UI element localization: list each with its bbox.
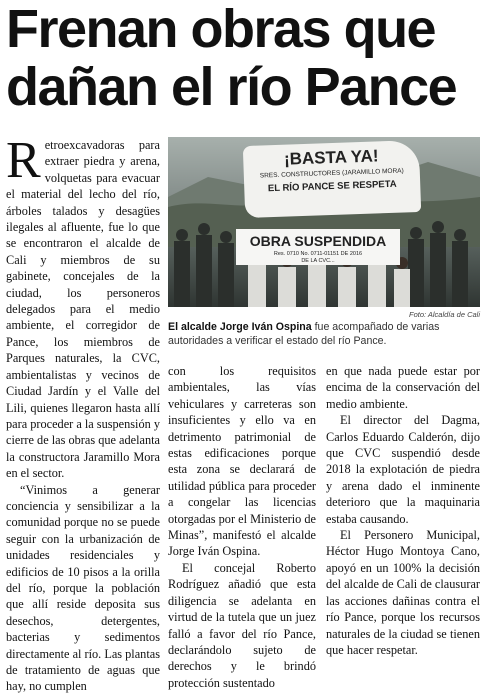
suspension-sign-title: OBRA SUSPENDIDA (249, 233, 387, 249)
article-photo (168, 137, 480, 307)
article-column-1 (6, 132, 160, 695)
suspension-sign-authority: DE LA CVC... (301, 258, 335, 264)
paragraph-continuation: con los requisitos ambientales, las vías vehiculares y carreteras son insuficientes y ello va en detrimento patrimonial de estas edificaciones porque esta zona se declarará de utilidad pública para proceder a congelar las licencias otorgadas por el Ministerio de Minas”, manifestó el alcalde Jorge Iván Ospina. (168, 364, 316, 559)
photo-caption (168, 320, 480, 348)
protest-banner-title: ¡BASTA YA! (283, 146, 379, 169)
suspension-sign (236, 229, 400, 265)
paragraph-dagma: El director del Dagma, Carlos Eduardo Calderón, dijo que CVC suspendió desde 2018 la explotación de piedra y arena dado el inminente deterioro que la maquinaria estaba causando. (326, 413, 480, 526)
paragraph-councilman: El concejal Roberto Rodríguez añadió que esta diligencia se adelanta en virtud de la tutela que un juez falló a favor del río Pance, declarándolo sujeto de derechos y le brindó protección sustentado (168, 560, 316, 690)
headline: Frenan obras que dañan el río Pance (6, 0, 457, 117)
article-column-3 (326, 363, 480, 658)
protest-banner-subtitle: SRES. CONSTRUCTORES (JARAMILLO MORA) (259, 167, 404, 180)
photo-caption-text: fue acompañado de varias autoridades a verificar el estado del río Pance. (168, 321, 440, 347)
paragraph-intro-text: etroexcavadoras para extraer piedra y arena, volquetas para evacuar el material del lecho del río, árboles talados y desagües ilegales al afluente, fue lo que se encontraron el alcalde de Cali y miembros de su gabinete, concejales de la ciudad, los personeros delegados para el medio ambiente, el corregidor de Pance, los miembros de Parques naturales, la CVC, ambientalistas y vecinos de Ciudad Jardín y el Valle del Lili, quienes llegaron hasta allí para proceder a la suspensión y cierre de las obras que adelanta la constructora Jaramillo Mora en el sector. (6, 138, 160, 481)
paragraph-personero: El Personero Municipal, Héctor Hugo Montoya Cano, apoyó en un 100% la decisión del alcalde de Cali de clausurar las acciones dañinas contra el río Pance, porque los recursos naturales de la ciudad se tienen que hacer respetar. (326, 528, 480, 657)
article-column-2 (168, 363, 316, 691)
paragraph-intro (6, 132, 160, 482)
protest-banner-slogan: EL RÍO PANCE SE RESPETA (267, 178, 397, 195)
protest-banner (243, 140, 421, 218)
paragraph-continuation-2: en que nada puede estar por encima de la conservación del medio ambiente. (326, 364, 480, 411)
paragraph-quote: “Vinimos a generar conciencia y sensibilizar a la comunidad porque no se puede seguir con la urbanización de unidades residenciales y edificios de 10 pisos a la orilla del río, porque la población que allí reside deposita sus desechos, detergentes, bacterias y sedimentos directamente al río. Las plantas de tratamiento de aguas que hay, no cumplen (6, 482, 160, 694)
photo-credit: Foto: Alcaldía de Cali (408, 310, 480, 319)
drop-cap: R (6, 132, 41, 189)
suspension-sign-resolution: Res. 0710 No. 0711-01151 DE 2016 (273, 251, 363, 257)
photo-caption-lead: El alcalde Jorge Iván Ospina (168, 321, 312, 333)
